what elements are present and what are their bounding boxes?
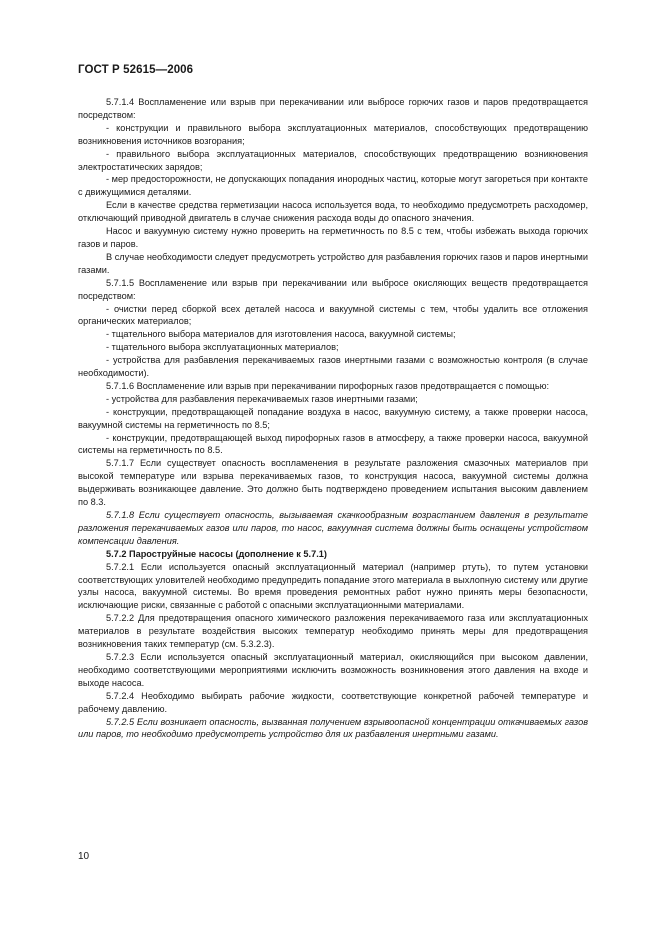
- list-item: - тщательного выбора материалов для изготовления насоса, вакуумной системы;: [106, 329, 456, 340]
- list-item: - устройства для разбавления перекачиваемых газов инертными газами с возможностью контроля (в случае необходимости).: [78, 355, 588, 379]
- list-item: - устройства для разбавления перекачиваемых газов инертными газами;: [106, 393, 418, 404]
- paragraph: 5.7.1.4 Воспламенение или взрыв при перекачивании или выбросе горючих газов и паров предотвращается посредством:: [78, 97, 588, 120]
- paragraph: Насос и вакуумную систему нужно проверить на герметичность по 8.5 с тем, чтобы избежать выхода горючих газов и паров.: [78, 226, 588, 249]
- list-item: - мер предосторожности, не допускающих попадания инородных частиц, которые могут загореться при контакте с движущимися деталями.: [78, 174, 588, 198]
- list-item: - правильного выбора эксплуатационных материалов, способствующих предотвращению возникновения электростатических зарядов;: [78, 148, 588, 172]
- section-heading: 5.7.2 Пароструйные насосы (дополнение к 5.7.1): [106, 548, 327, 559]
- list-item: - конструкции, предотвращающей попадание воздуха в насос, вакуумную систему, а также проверки насоса, вакуумной системы на герметичность по 8.5;: [78, 406, 588, 430]
- list-item: - тщательного выбора эксплуатационных материалов;: [106, 342, 339, 353]
- list-item: - конструкции и правильного выбора эксплуатационных материалов, способствующих предотвращению возникновения источников возгорания;: [78, 122, 588, 146]
- paragraph: 5.7.2.2 Для предотвращения опасного химического разложения перекачиваемого газа или эксплуатационных материалов в результате воздействия высоких температур необходимо принять меры для предотвращения возникновения таких температур (см. 5.3.2.3).: [78, 613, 588, 650]
- page-number: 10: [78, 851, 90, 862]
- paragraph: 5.7.2.3 Если используется опасный эксплуатационный материал, окисляющийся при высоком давлении, необходимо соответствующими мероприятиями исключить возможность возникновения этого давления на входе и выходе насоса.: [78, 651, 588, 688]
- paragraph: 5.7.1.5 Воспламенение или взрыв при перекачивании или выбросе окисляющих веществ предотвращается посредством:: [78, 277, 588, 301]
- italic-paragraph: 5.7.1.8 Если существует опасность, вызываемая скачкообразным возрастанием давления в результате разложения перекачиваемых газов или паров, то насос, вакуумная система должны быть оснащены устройством компенсации давления.: [78, 510, 588, 546]
- paragraph: В случае необходимости следует предусмотреть устройство для разбавления горючих газов и паров инертными газами.: [78, 251, 588, 275]
- document-body: [78, 96, 588, 741]
- paragraph: Если в качестве средства герметизации насоса используется вода, то необходимо предусмотреть расходомер, отключающий приводной двигатель в случае снижения расхода воды до опасного значения.: [78, 200, 588, 224]
- document-header: ГОСТ Р 52615—2006: [78, 64, 194, 76]
- paragraph: 5.7.1.7 Если существует опасность воспламенения в результате разложения смазочных материалов при высокой температуре или взрыва перекачиваемых газов, то конструкция насоса, вакуумной системы должна выдерживать возникающее давление. Это должно быть подтверждено проведением испытания высоким давлением по 8.3.: [78, 458, 588, 508]
- list-item: - конструкции, предотвращающей выход пирофорных газов в атмосферу, а также проверки насоса, вакуумной системы на герметичность по 8.5.: [78, 432, 588, 456]
- list-item: - очистки перед сборкой всех деталей насоса и вакуумной системы с тем, чтобы удалить все отложения органических материалов;: [78, 303, 588, 327]
- paragraph: 5.7.2.4 Необходимо выбирать рабочие жидкости, соответствующие конкретной рабочей температуре и рабочему давлению.: [78, 690, 588, 714]
- paragraph: 5.7.1.6 Воспламенение или взрыв при перекачивании пирофорных газов предотвращается с помощью:: [106, 380, 550, 391]
- italic-paragraph: 5.7.2.5 Если возникает опасность, вызванная получением взрывоопасной концентрации откачиваемых газов или паров, то необходимо предусмотреть устройство для их разбавления инертными газами.: [78, 716, 588, 740]
- paragraph: 5.7.2.1 Если используется опасный эксплуатационный материал (например ртуть), то путем установки соответствующих уловителей необходимо предупредить попадание этого материала в выхлопную систему или другие узлы насоса, вакуумной системы. Во время проведения ремонтных работ нужно принять меры безопасности, исключающие риски, связанные с работой с опасными эксплуатационными материалами.: [78, 561, 588, 611]
